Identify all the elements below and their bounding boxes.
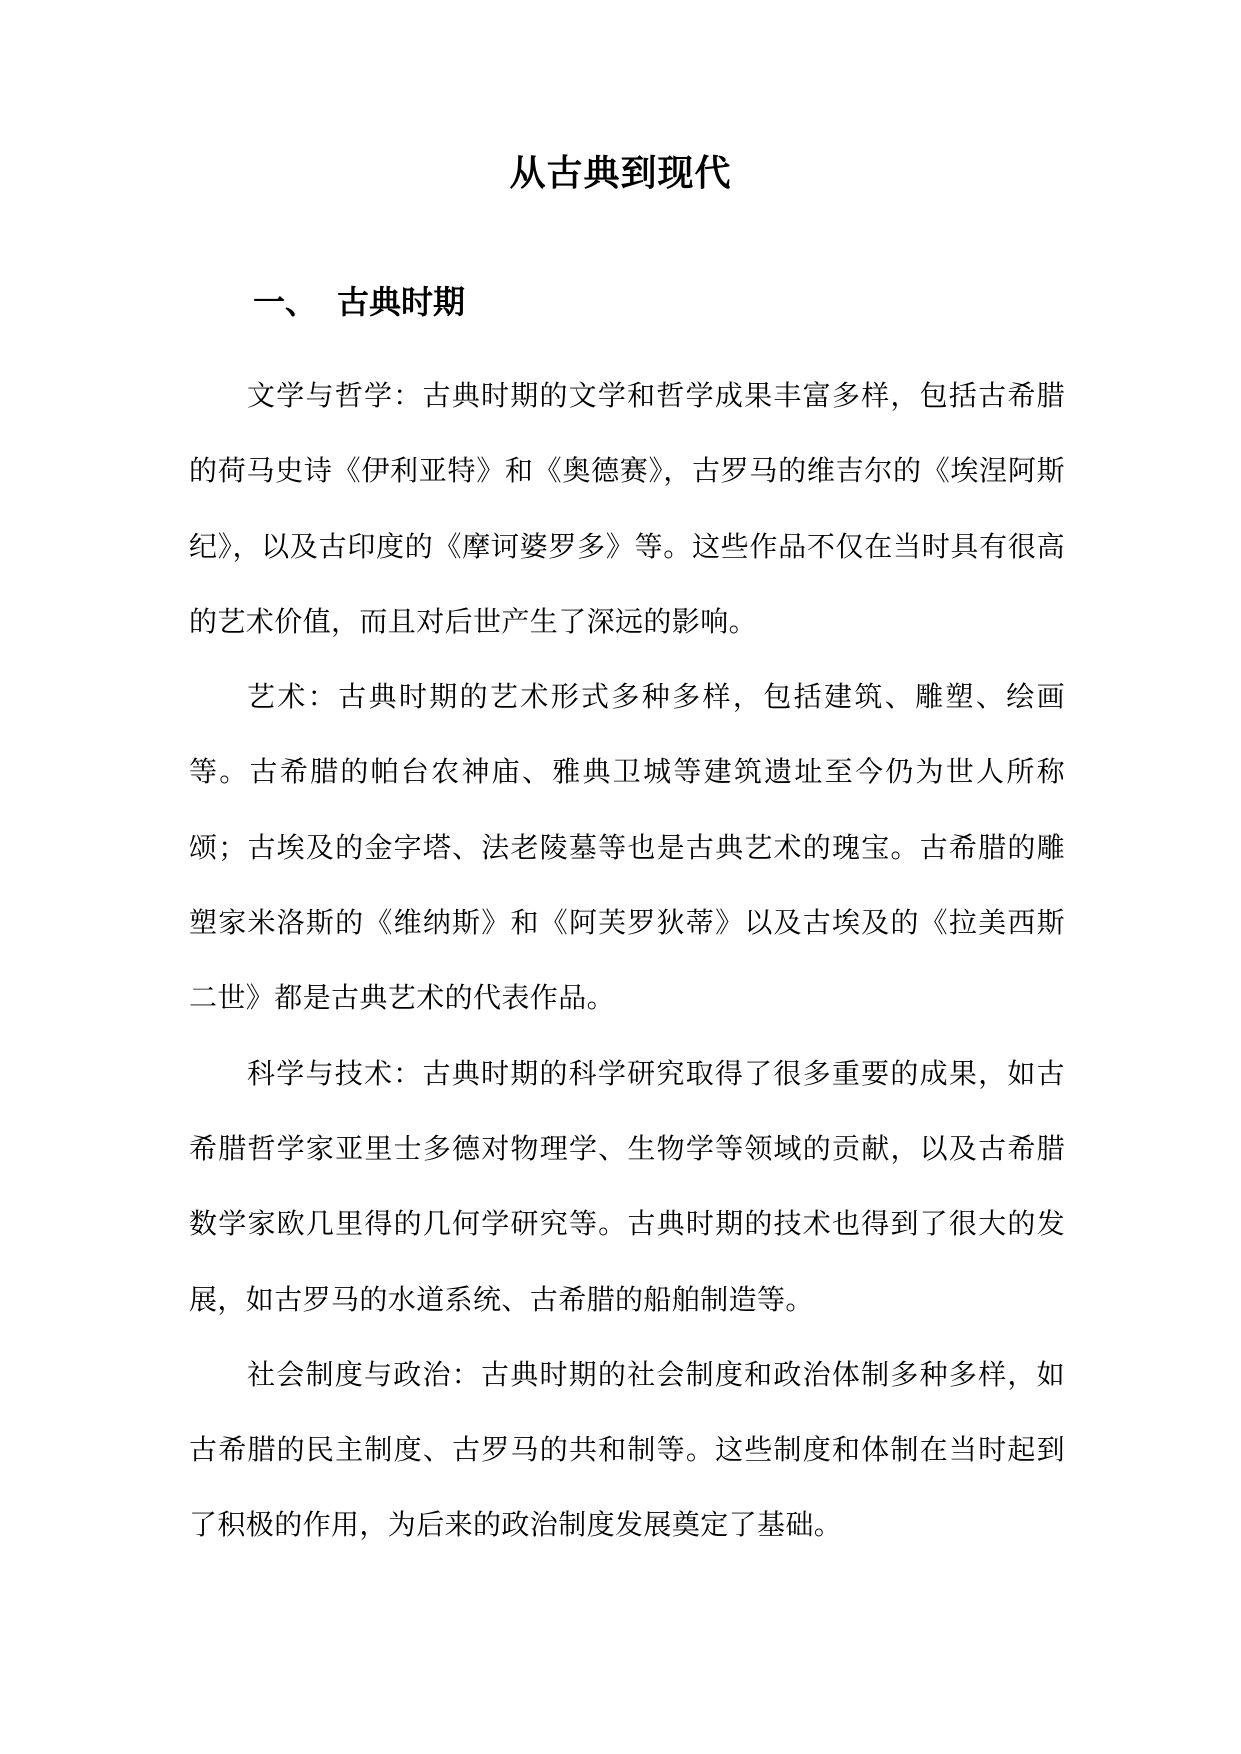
paragraph-science-technology: 科学与技术：古典时期的科学研究取得了很多重要的成果，如古希腊哲学家亚里士多德对物理学、生物学等领域的贡献，以及古希腊数学家欧几里得的几何学研究等。古典时期的技术也得到了很大的发展，如古罗马的水道系统、古希腊的船舶制造等。 (189, 1056, 1065, 1316)
document-title: 从古典到现代 (509, 153, 732, 194)
paragraph-society-politics: 社会制度与政治：古典时期的社会制度和政治体制多种多样，如古希腊的民主制度、古罗马的共和制等。这些制度和体制在当时起到了积极的作用，为后来的政治制度发展奠定了基础。 (189, 1357, 1065, 1542)
body-text (189, 358, 1065, 1563)
section-title: 古典时期 (337, 283, 466, 321)
paragraph-literature-philosophy: 文学与哲学：古典时期的文学和哲学成果丰富多样，包括古希腊的荷马史诗《伊利亚特》和《奥德赛》，古罗马的维吉尔的《埃涅阿斯纪》，以及古印度的《摩诃婆罗多》等。这些作品不仅在当时具有很高的艺术价值，而且对后世产生了深远的影响。 (189, 379, 1065, 638)
section-number: 一、 (253, 283, 318, 321)
section-heading (253, 280, 465, 324)
paragraph-art: 艺术：古典时期的艺术形式多种多样，包括建筑、雕塑、绘画等。古希腊的帕台农神庙、雅典卫城等建筑遗址至今仍为世人所称颂；古埃及的金字塔、法老陵墓等也是古典艺术的瑰宝。古希腊的雕塑家米洛斯的《维纳斯》和《阿芙罗狄蒂》以及古埃及的《拉美西斯二世》都是古典艺术的代表作品。 (189, 680, 1065, 1015)
